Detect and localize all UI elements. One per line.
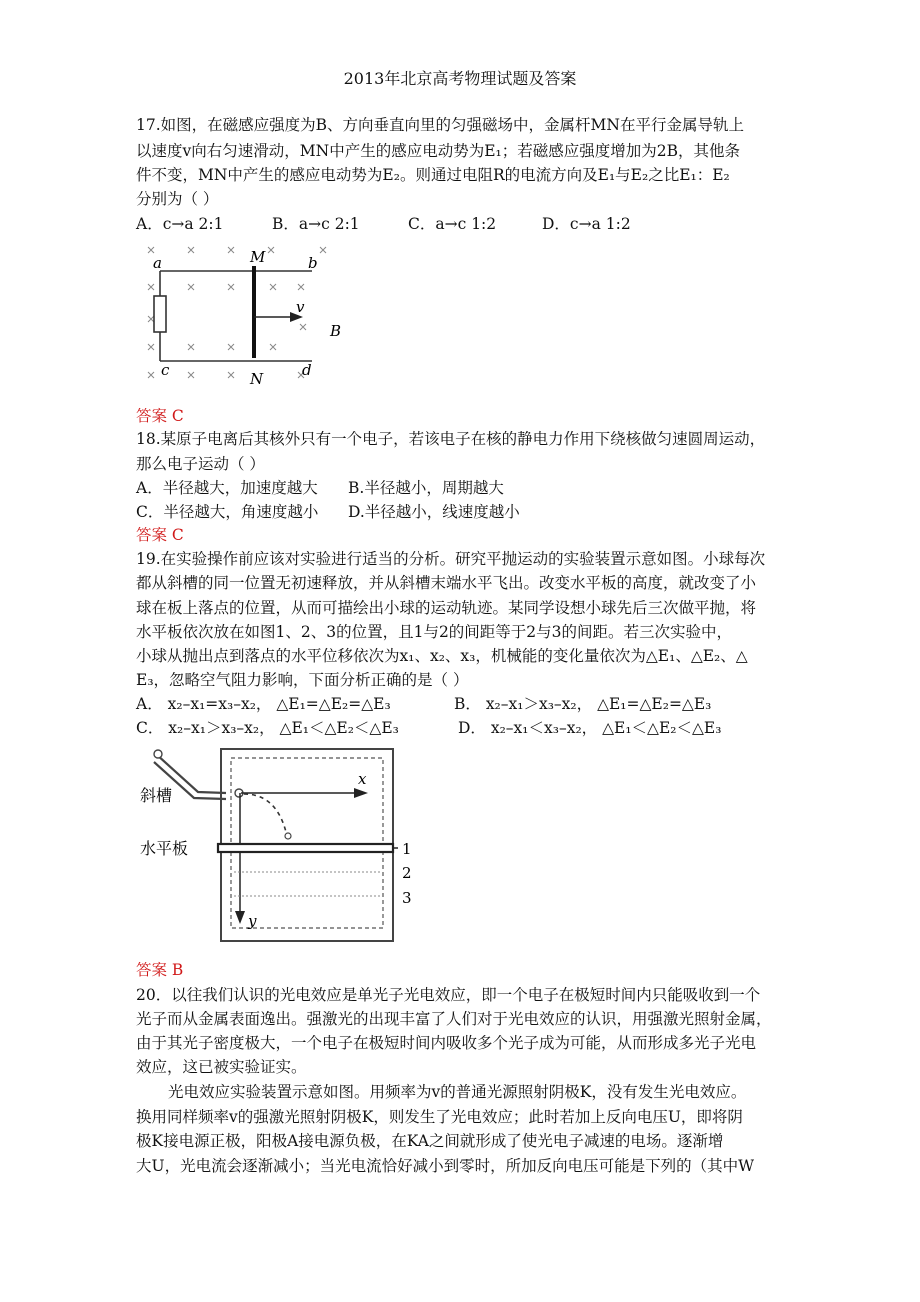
trajectory [244, 794, 286, 832]
q18-line-2: 那么电子运动（ ） [136, 455, 265, 473]
label-x: x [358, 770, 367, 788]
q17-option-a: A．c→a 2:1 [136, 215, 224, 233]
y-axis-arrowhead [235, 911, 245, 924]
q17-line-1: 17.如图，在磁感应强度为B、方向垂直向里的匀强磁场中，金属杆MN在平行金属导轨上 [136, 116, 744, 134]
label-c: c [161, 361, 170, 379]
q18-option-d: D.半径越小，线速度越小 [348, 503, 520, 521]
q18-option-c: C．半径越大，角速度越小 [136, 503, 319, 521]
q17-option-d: D．c→a 1:2 [542, 215, 631, 233]
x-axis-arrowhead [354, 788, 368, 798]
release-ball [154, 750, 162, 758]
horizontal-board [218, 844, 393, 852]
q19-option-a: A． x₂–x₁=x₃–x₂， △E₁=△E₂=△E₃ [136, 695, 391, 713]
q18-line-1: 18.某原子电离后其核外只有一个电子，若该电子在核的静电力作用下绕核做匀速圆周运动， [136, 430, 766, 448]
q17-line-4: 分别为（ ） [136, 190, 219, 208]
landing-ball [285, 833, 291, 839]
label-chute: 斜槽 [140, 786, 173, 805]
q20-para2-line-4: 大U，光电流会逐渐减小；当光电流恰好减小到零时，所加反向电压可能是下列的（其中W [136, 1157, 754, 1175]
q19-line-4: 水平板依次放在如图1、2、3的位置，且1与2的间距等于2与3的间距。若三次实验中， [136, 623, 733, 641]
label-position-2: 2 [402, 864, 412, 882]
q20-line-1: 20．以往我们认识的光电效应是单光子光电效应，即一个电子在极短时间内只能吸收到一个 [136, 986, 761, 1004]
q19-option-c: C． x₂–x₁＞x₃–x₂， △E₁＜△E₂＜△E₃ [136, 719, 399, 737]
q19-answer: 答案 B [136, 961, 184, 979]
label-d: d [302, 361, 312, 379]
q20-line-3: 由于其光子密度极大，一个电子在极短时间内吸收多个光子成为可能，从而形成多光子光电 [136, 1034, 757, 1052]
label-n: N [250, 370, 264, 388]
label-a: a [153, 254, 162, 272]
q18-answer: 答案 C [136, 526, 184, 544]
q19-line-3: 球在板上落点的位置，从而可描绘出小球的运动轨迹。某同学设想小球先后三次做平抛，将 [136, 599, 757, 617]
label-field-b: B [330, 322, 342, 340]
label-m: M [250, 248, 266, 266]
q17-answer: 答案 C [136, 407, 184, 425]
resistor-r [154, 296, 166, 332]
q19-line-6: E₃，忽略空气阻力影响，下面分析正确的是（ ） [136, 671, 469, 689]
label-v: v [296, 298, 305, 316]
q19-line-1: 19.在实验操作前应该对实验进行适当的分析。研究平抛运动的实验装置示意如图。小球每次 [136, 550, 766, 568]
q20-line-4: 效应，这已被实验证实。 [136, 1058, 307, 1076]
q20-para2-line-2: 换用同样频率v的强激光照射阴极K，则发生了光电效应；此时若加上反向电压U，即将阴 [136, 1108, 743, 1126]
q18-option-a: A．半径越大，加速度越大 [136, 479, 318, 497]
label-b: b [308, 254, 318, 272]
q19-line-2: 都从斜槽的同一位置无初速释放，并从斜槽末端水平飞出。改变水平板的高度，就改变了小 [136, 574, 757, 592]
q20-line-2: 光子而从金属表面逸出。强激光的出现丰富了人们对于光电效应的认识，用强激光照射金属， [136, 1010, 772, 1028]
q17-line-3: 件不变，MN中产生的感应电动势为E₂。则通过电阻R的电流方向及E₁与E₂之比E₁：E₂ [136, 166, 730, 184]
projectile-experiment-figure [136, 746, 426, 948]
q17-line-2: 以速度v向右匀速滑动，MN中产生的感应电动势为E₁；若磁感应强度增加为2B，其他条 [136, 142, 740, 160]
label-horizontal-board: 水平板 [140, 839, 189, 858]
page-title: 2013年北京高考物理试题及答案 [343, 69, 577, 88]
q19-option-b: B． x₂–x₁＞x₃–x₂， △E₁=△E₂=△E₃ [454, 695, 712, 713]
label-y: y [248, 912, 257, 930]
q20-para2-line-3: 极K接电源正极，阳极A接电源负极，在KA之间就形成了使光电子减速的电场。逐渐增 [136, 1132, 724, 1150]
q20-para2-line-1: 光电效应实验装置示意如图。用频率为v的普通光源照射阴极K，没有发生光电效应。 [168, 1083, 747, 1101]
q17-option-c: C．a→c 1:2 [408, 215, 497, 233]
label-position-1: 1 [402, 840, 412, 858]
q19-line-5: 小球从抛出点到落点的水平位移依次为x₁、x₂、x₃，机械能的变化量依次为△E₁、△E₂、△ [136, 647, 748, 665]
q18-option-b: B.半径越小，周期越大 [348, 479, 504, 497]
rail-magnetic-field-figure [140, 244, 350, 390]
q19-option-d: D． x₂–x₁＜x₃–x₂， △E₁＜△E₂＜△E₃ [458, 719, 722, 737]
q17-option-b: B．a→c 2:1 [272, 215, 360, 233]
label-position-3: 3 [402, 889, 412, 907]
